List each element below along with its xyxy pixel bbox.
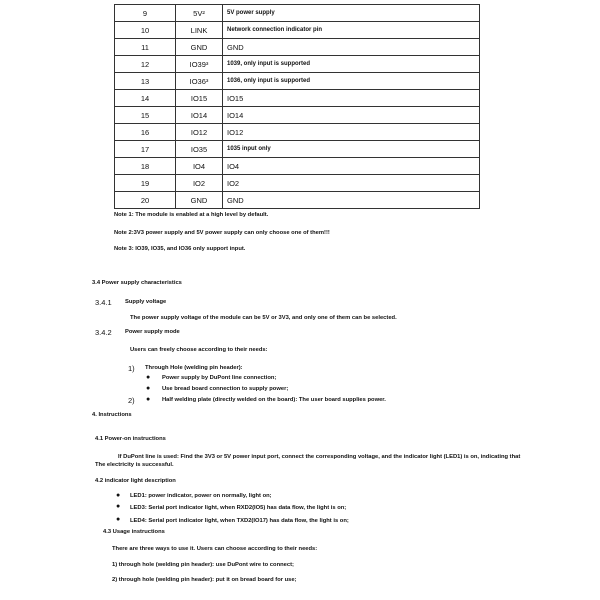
section-3-4-2-text: Users can freely choose according to their needs:	[130, 347, 268, 353]
table-row	[115, 5, 480, 22]
pin-number-cell: 13	[115, 73, 176, 90]
pin-description-cell: 1035 input only	[223, 141, 480, 158]
bullet-item-dupont: Power supply by DuPont line connection;	[162, 375, 277, 381]
led3-description: LED3: Serial port indicator light, when RXD2(IO5) has data flow, the light is on;	[130, 505, 347, 511]
pin-number-cell: 20	[115, 192, 176, 209]
pin-number-cell: 19	[115, 175, 176, 192]
table-row	[115, 192, 480, 209]
list-item-1-number: 1)	[128, 364, 135, 373]
pin-name-cell: IO4	[176, 158, 223, 175]
pin-name-cell: IO2	[176, 175, 223, 192]
bullet-icon: ●	[146, 374, 151, 381]
table-row	[115, 90, 480, 107]
pin-description-cell: IO2	[223, 175, 480, 192]
pin-table	[114, 4, 480, 209]
bullet-item-half-welding: Half welding plate (directly welded on the board): The user board supplies power.	[162, 397, 386, 403]
pin-description-cell: 1039, only input is supported	[223, 56, 480, 73]
pin-description-cell: IO14	[223, 107, 480, 124]
section-4-2-title: 4.2 indicator light description	[95, 478, 176, 484]
pin-number-cell: 15	[115, 107, 176, 124]
list-item-2-number: 2)	[128, 396, 135, 405]
usage-1: 1) through hole (welding pin header): use DuPont wire to connect;	[112, 562, 294, 568]
table-row	[115, 107, 480, 124]
section-4-1-text-line-2: The electricity is successful.	[95, 462, 174, 468]
pin-description-cell: IO12	[223, 124, 480, 141]
pin-name-cell: GND	[176, 192, 223, 209]
table-row	[115, 56, 480, 73]
section-3-4-1-text: The power supply voltage of the module can be 5V or 3V3, and only one of them can be selected.	[130, 315, 397, 321]
pin-description-cell: IO15	[223, 90, 480, 107]
pin-number-cell: 18	[115, 158, 176, 175]
pin-name-cell: IO12	[176, 124, 223, 141]
led1-description: LED1: power indicator, power on normally, light on;	[130, 493, 272, 499]
pin-name-cell: IO15	[176, 90, 223, 107]
pin-description-cell: Network connection indicator pin	[223, 22, 480, 39]
note-2: Note 2:3V3 power supply and 5V power supply can only choose one of them!!!	[114, 230, 330, 236]
note-1: Note 1: The module is enabled at a high level by default.	[114, 212, 269, 218]
pin-description-cell: GND	[223, 39, 480, 56]
pin-number-cell: 10	[115, 22, 176, 39]
section-4-3-text: There are three ways to use it. Users can choose according to their needs:	[112, 546, 318, 552]
table-row	[115, 141, 480, 158]
section-4-1-text-line-1: If DuPont line is used: Find the 3V3 or 5V power input port, connect the corresponding voltage, and the indicator light (LED1) is on, indicating that	[118, 454, 521, 460]
pin-number-cell: 14	[115, 90, 176, 107]
pin-description-cell: IO4	[223, 158, 480, 175]
section-3-4-2-number: 3.4.2	[95, 328, 112, 337]
table-row	[115, 124, 480, 141]
pin-number-cell: 17	[115, 141, 176, 158]
bullet-icon: ●	[146, 396, 151, 403]
pin-name-cell: IO36³	[176, 73, 223, 90]
pin-number-cell: 12	[115, 56, 176, 73]
bullet-icon: ●	[116, 503, 121, 510]
pin-name-cell: IO35	[176, 141, 223, 158]
table-row	[115, 158, 480, 175]
pin-name-cell: LINK	[176, 22, 223, 39]
pin-number-cell: 16	[115, 124, 176, 141]
table-row	[115, 175, 480, 192]
section-4-1-title: 4.1 Power-on instructions	[95, 436, 166, 442]
section-3-4-2-title: Power supply mode	[125, 329, 180, 335]
pin-number-cell: 11	[115, 39, 176, 56]
led4-description: LED4: Serial port indicator light, when TXD2(IO17) has data flow, the light is on;	[130, 518, 349, 524]
section-3-4-1-number: 3.4.1	[95, 298, 112, 307]
section-3-4-1-title: Supply voltage	[125, 299, 167, 305]
section-4-title: 4. Instructions	[92, 412, 132, 418]
pin-description-cell: 1036, only input is supported	[223, 73, 480, 90]
table-row	[115, 39, 480, 56]
table-row	[115, 73, 480, 90]
usage-2: 2) through hole (welding pin header): put it on bread board for use;	[112, 577, 297, 583]
bullet-icon: ●	[116, 492, 121, 499]
pin-name-cell: IO14	[176, 107, 223, 124]
section-3-4-title: 3.4 Power supply characteristics	[92, 280, 182, 286]
section-4-3-title: 4.3 Usage instructions	[103, 529, 165, 535]
pin-name-cell: IO39³	[176, 56, 223, 73]
bullet-icon: ●	[146, 385, 151, 392]
pin-description-cell: GND	[223, 192, 480, 209]
pin-description-cell: 5V power supply	[223, 5, 480, 22]
note-3: Note 3: IO39, IO35, and IO36 only support input.	[114, 246, 246, 252]
bullet-icon: ●	[116, 516, 121, 523]
pin-name-cell: 5V²	[176, 5, 223, 22]
table-row	[115, 22, 480, 39]
list-item-1-text: Through Hole (welding pin header):	[145, 365, 243, 371]
pin-name-cell: GND	[176, 39, 223, 56]
pin-number-cell: 9	[115, 5, 176, 22]
bullet-item-breadboard: Use bread board connection to supply power;	[162, 386, 289, 392]
